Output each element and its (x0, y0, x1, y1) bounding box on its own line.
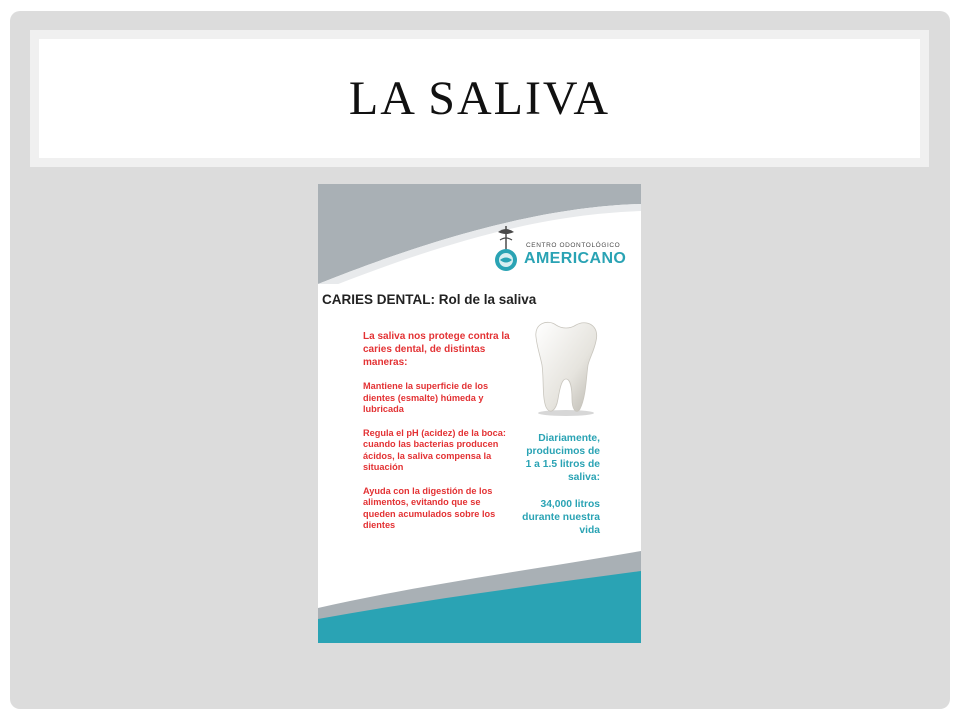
poster-bottom-wave (318, 533, 641, 643)
intro-text: La saliva nos protege contra la caries dental, de distintas maneras: (363, 331, 510, 368)
tooth-illustration (526, 317, 606, 417)
logo-big-text: AMERICANO (524, 250, 627, 267)
clinic-emblem-icon (488, 222, 524, 272)
saliva-functions (363, 330, 513, 544)
fact-lifetime: 34,000 litros durante nuestra vida (522, 499, 600, 537)
fact-daily: Diariamente, producimos de 1 a 1.5 litros de saliva: (525, 433, 600, 484)
slide-title: LA SALIVA (348, 72, 611, 125)
point-text: Mantiene la superficie de los dientes (esmalte) húmeda y lubricada (363, 381, 489, 414)
point-text: Ayuda con la digestión de los alimentos, evitando que se queden acumulados sobre los dientes (363, 485, 496, 530)
poster-heading (318, 292, 641, 307)
title-box (39, 39, 920, 158)
clinic-logo (488, 222, 633, 272)
poster-heading-text: CARIES DENTAL: Rol de la saliva (322, 292, 537, 307)
point-text: Regula el pH (acidez) de la boca: cuando las bacterias producen ácidos, la saliva compensa la situación (363, 427, 506, 472)
poster-image[interactable] (318, 184, 641, 643)
logo-small-text: CENTRO ODONTOLÓGICO (526, 242, 621, 249)
